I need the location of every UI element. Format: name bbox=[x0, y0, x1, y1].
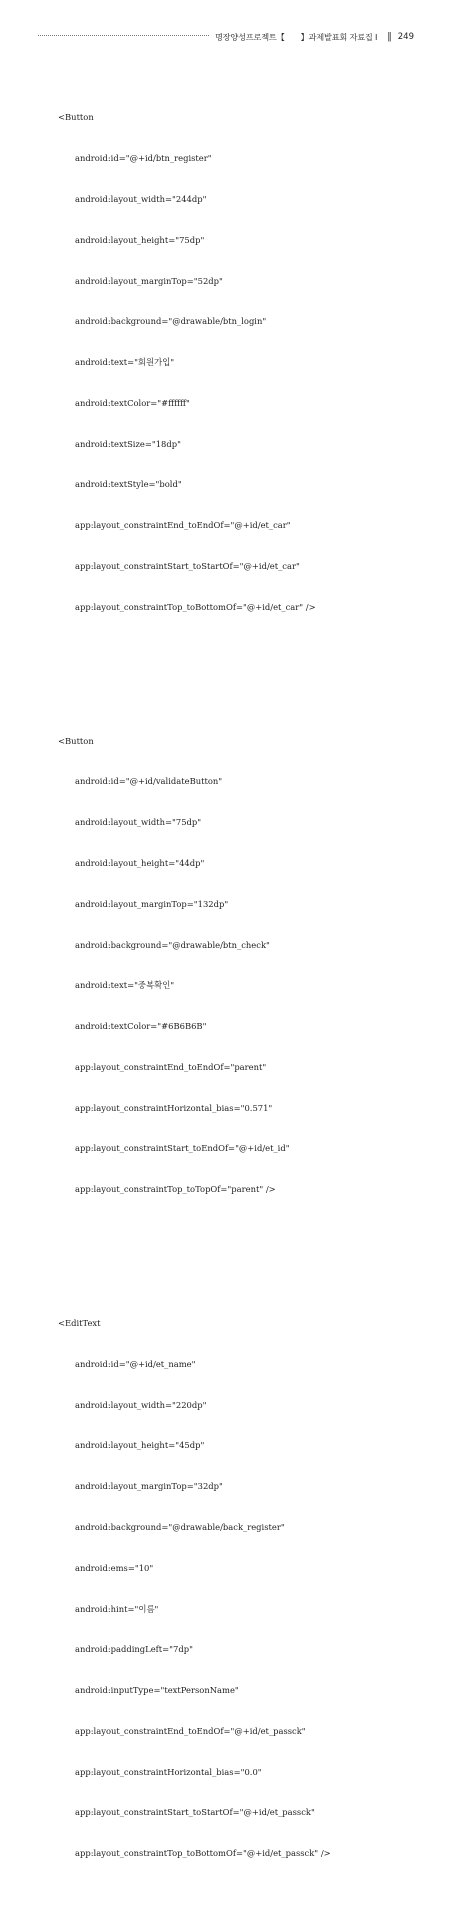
code-line: android:id="@+id/btn_register" bbox=[75, 153, 212, 164]
code-line: android:hint="이름" bbox=[75, 1603, 159, 1614]
code-line: app:layout_constraintTop_toTopOf="parent" /> bbox=[75, 1184, 276, 1195]
header-title: 명장양성프로젝트【 】과제발표회 자료집 Ⅰ bbox=[214, 31, 378, 42]
code-line: android:text="중복확인" bbox=[75, 980, 175, 991]
code-line: android:textColor="#6B6B6B" bbox=[75, 1021, 207, 1032]
code-line: android:background="@drawable/btn_login" bbox=[75, 316, 267, 327]
code-line: app:layout_constraintHorizontal_bias="0.571" bbox=[75, 1102, 273, 1113]
code-line: android:layout_height="45dp" bbox=[75, 1440, 205, 1451]
code-line: android:layout_marginTop="52dp" bbox=[75, 275, 223, 286]
code-line: android:paddingLeft="7dp" bbox=[75, 1644, 193, 1655]
code-line: <EditText bbox=[58, 1318, 101, 1329]
code-line: app:layout_constraintStart_toStartOf="@+id/et_car" bbox=[75, 560, 300, 571]
code-line: android:layout_marginTop="132dp" bbox=[75, 898, 229, 909]
code-line: android:background="@drawable/back_register" bbox=[75, 1521, 285, 1532]
code-line: android:layout_width="220dp" bbox=[75, 1399, 207, 1410]
code-line: android:background="@drawable/btn_check" bbox=[75, 939, 270, 950]
code-line: app:layout_constraintTop_toBottomOf="@+id/et_car" /> bbox=[75, 601, 316, 612]
code-line: android:layout_width="244dp" bbox=[75, 193, 207, 204]
code-line: android:text="회원가입" bbox=[75, 357, 175, 368]
dotted-leader bbox=[38, 35, 209, 36]
header-separator: ‖ bbox=[387, 32, 392, 42]
block-gap bbox=[58, 1251, 428, 1263]
code-line: android:textSize="18dp" bbox=[75, 438, 181, 449]
code-line: app:layout_constraintEnd_toEndOf="@+id/et_passck" bbox=[75, 1725, 306, 1736]
code-line: android:ems="10" bbox=[75, 1562, 154, 1573]
code-line: android:inputType="textPersonName" bbox=[75, 1685, 239, 1696]
code-line: android:textStyle="bold" bbox=[75, 479, 182, 490]
code-block-button-register bbox=[58, 84, 428, 641]
code-line: app:layout_constraintEnd_toEndOf="@+id/et_car" bbox=[75, 520, 291, 531]
code-line: android:layout_height="75dp" bbox=[75, 234, 205, 245]
code-block-edittext-name bbox=[58, 1290, 428, 1888]
code-line: app:layout_constraintHorizontal_bias="0.0" bbox=[75, 1766, 262, 1777]
code-block-validate-button bbox=[58, 707, 428, 1224]
code-line: app:layout_constraintTop_toBottomOf="@+id/et_passck" /> bbox=[75, 1848, 331, 1859]
code-line: app:layout_constraintEnd_toEndOf="parent" bbox=[75, 1061, 267, 1072]
running-header bbox=[38, 30, 414, 44]
code-line: android:layout_height="44dp" bbox=[75, 857, 205, 868]
code-line: app:layout_constraintStart_toEndOf="@+id/et_id" bbox=[75, 1143, 290, 1154]
code-line: app:layout_constraintStart_toStartOf="@+id/et_passck" bbox=[75, 1807, 315, 1818]
code-line: android:layout_marginTop="32dp" bbox=[75, 1481, 223, 1492]
code-listing bbox=[58, 57, 428, 1915]
page-number: 249 bbox=[397, 32, 414, 42]
code-line: android:id="@+id/validateButton" bbox=[75, 776, 223, 787]
code-line: android:textColor="#ffffff" bbox=[75, 397, 190, 408]
code-line: android:id="@+id/et_name" bbox=[75, 1358, 196, 1369]
code-line: <Button bbox=[58, 112, 94, 123]
code-line: android:layout_width="75dp" bbox=[75, 817, 202, 828]
code-line: <Button bbox=[58, 735, 94, 746]
block-gap bbox=[58, 669, 428, 681]
